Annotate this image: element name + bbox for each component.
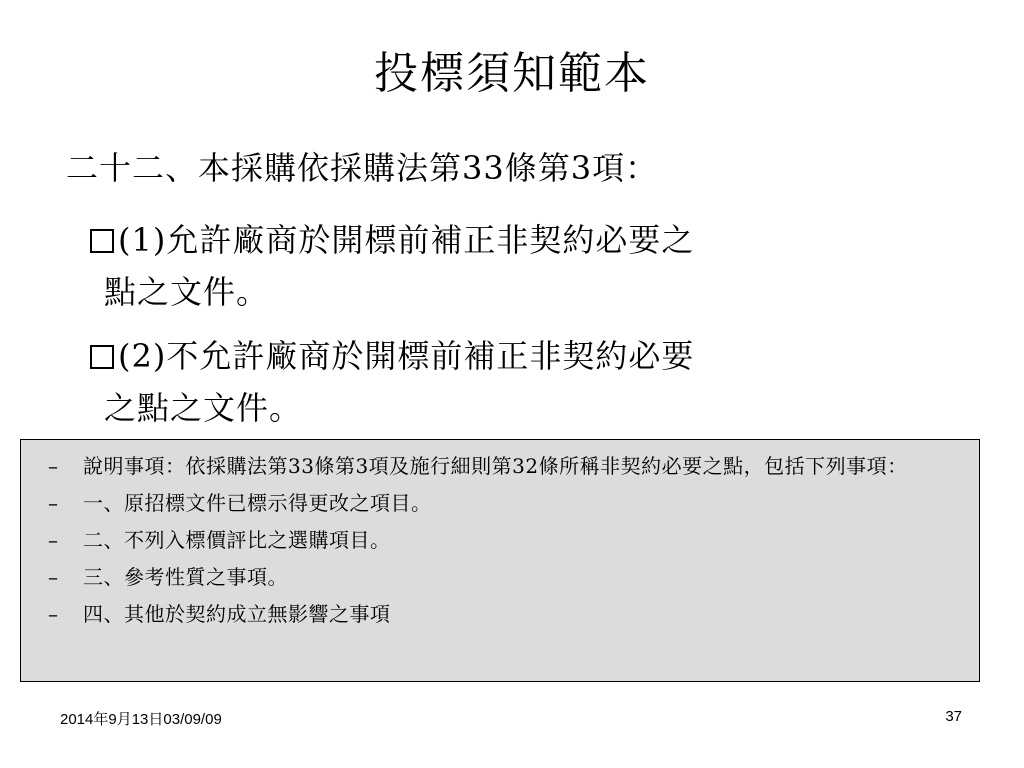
footer-date: 2014年9月13日03/09/09 — [60, 711, 222, 728]
option-1 — [90, 214, 940, 318]
explanation-item — [21, 527, 979, 554]
explanation-text: 二、不列入標價評比之選購項目。 — [83, 528, 391, 552]
option-1-text: 允許廠商於開標前補正非契約必要之 — [166, 221, 695, 259]
explanation-text: 四、其他於契約成立無影響之事項 — [83, 602, 391, 626]
slide-title: 投標須知範本 — [374, 48, 650, 99]
option-1-continuation: 點之文件。 — [104, 273, 270, 311]
explanation-item — [21, 453, 979, 480]
option-2 — [90, 330, 940, 434]
checkbox-2[interactable] — [90, 345, 114, 369]
option-2-continuation: 之點之文件。 — [104, 389, 303, 427]
explanation-box — [20, 439, 980, 682]
explanation-item — [21, 601, 979, 628]
explanation-text: 一、原招標文件已標示得更改之項目。 — [83, 491, 432, 515]
article-heading: 二十二、本採購依採購法第33條第3項： — [66, 149, 659, 187]
explanation-list — [21, 453, 979, 628]
explanation-text: 說明事項：依採購法第33條第3項及施行細則第32條所稱非契約必要之點，包括下列事項： — [83, 454, 908, 478]
explanation-text: 三、參考性質之事項。 — [83, 565, 288, 589]
bullet-dash: – — [48, 454, 59, 478]
option-2-text: 不允許廠商於開標前補正非契約必要 — [166, 337, 695, 375]
option-1-number: (1) — [118, 221, 167, 259]
option-2-number: (2) — [118, 337, 167, 375]
bullet-dash: – — [48, 528, 59, 552]
explanation-item — [21, 490, 979, 517]
checkbox-1[interactable] — [90, 229, 114, 253]
bullet-dash: – — [48, 565, 59, 589]
bullet-dash: – — [48, 491, 59, 515]
page-number: 37 — [945, 708, 962, 725]
explanation-item — [21, 564, 979, 591]
bullet-dash: – — [48, 602, 59, 626]
